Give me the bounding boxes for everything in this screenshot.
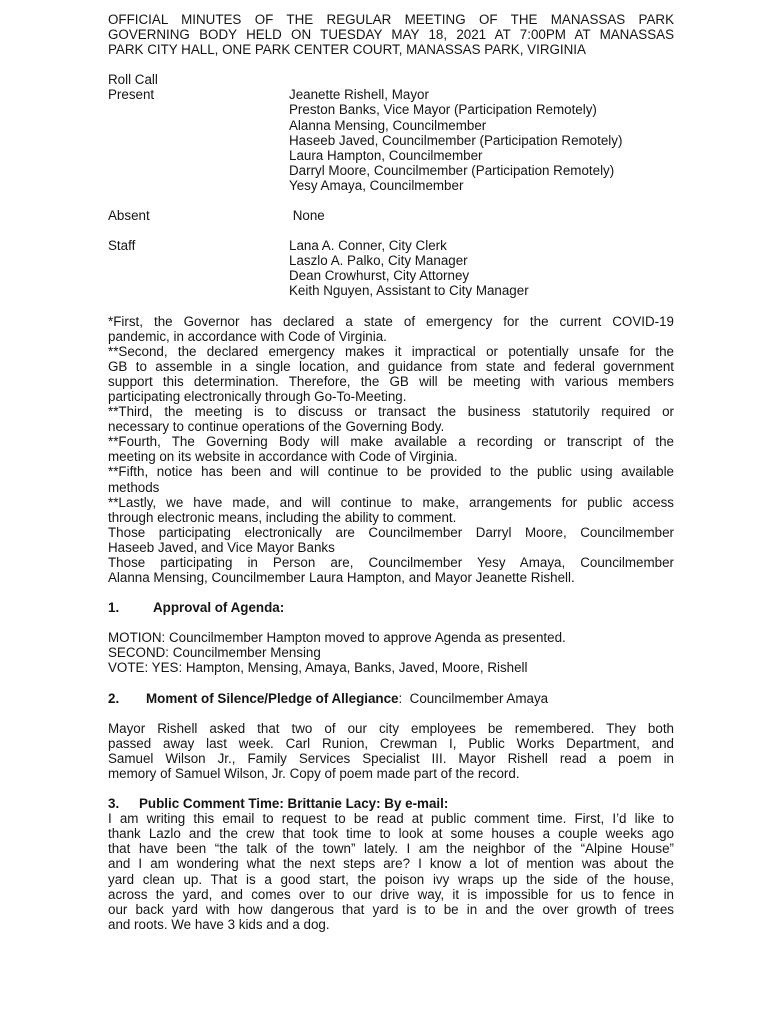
statement-line: meeting on its website in accordance with Code of Virginia. <box>108 449 458 465</box>
minutes-document <box>108 12 674 932</box>
body-line: I am writing this email to request to be read at public comment time. First, I’d like to <box>108 811 674 827</box>
statement-line: pandemic, in accordance with Code of Virginia. <box>108 328 387 344</box>
absent-label: Absent <box>108 208 150 224</box>
present-label: Present <box>108 87 155 103</box>
staff-row <box>108 238 674 298</box>
second-line: SECOND: Councilmember Mensing <box>108 645 321 661</box>
staff-member: Laszlo A. Palko, City Manager <box>289 253 468 269</box>
section-title: Moment of Silence/Pledge of Allegiance <box>146 690 399 706</box>
section-number: 1. <box>108 600 120 616</box>
statement-line: **Second, the declared emergency makes it impractical or potentially unsafe for the <box>108 343 674 359</box>
statement-line: participating electronically through Go-To-Meeting. <box>108 388 407 404</box>
title-line: PARK CITY HALL, ONE PARK CENTER COURT, MANASSAS PARK, VIRGINIA <box>108 42 586 58</box>
remote-meeting-statement <box>108 314 674 586</box>
staff-member: Dean Crowhurst, City Attorney <box>289 268 470 284</box>
title-line: OFFICIAL MINUTES OF THE REGULAR MEETING OF THE MANASSAS PARK <box>108 12 674 27</box>
present-member: Alanna Mensing, Councilmember <box>289 117 487 133</box>
section-suffix: : Councilmember Amaya <box>398 690 549 706</box>
present-member: Yesy Amaya, Councilmember <box>289 177 464 193</box>
body-line: our back yard with how dangerous that yard is to be in and the over growth of trees <box>108 901 674 917</box>
statement-line: methods <box>108 479 160 495</box>
staff-list <box>289 238 674 298</box>
body-line: yard clean up. That is a good start, the poison ivy wraps up the side of the house, <box>108 871 674 887</box>
statement-line: GB to assemble in a single location, and guidance from state and federal government <box>108 358 674 374</box>
body-line: Samuel Wilson Jr., Family Services Specialist III. Mayor Rishell read a poem in <box>108 750 674 766</box>
statement-line: **Lastly, we have made, and will continue to make, arrangements for public access <box>108 494 674 510</box>
staff-member: Keith Nguyen, Assistant to City Manager <box>289 283 529 299</box>
absent-row <box>108 208 674 223</box>
roll-call-block <box>108 72 674 298</box>
section-3-body <box>108 811 674 932</box>
section-2 <box>108 691 674 781</box>
present-member: Laura Hampton, Councilmember <box>289 147 483 163</box>
staff-label: Staff <box>108 238 136 254</box>
body-line: and I am wondering what the next steps are? I know a lot of mention was about the <box>108 856 674 872</box>
statement-line: necessary to continue operations of the Governing Body. <box>108 419 445 435</box>
body-line: passed away last week. Carl Runion, Crewman I, Public Works Department, and <box>108 735 674 751</box>
statement-line: *First, the Governor has declared a state of emergency for the current COVID-19 <box>108 313 674 329</box>
body-line: across the yard, and comes over to our drive way, it is impossible for us to fence in <box>108 886 674 902</box>
section-number: 3. <box>108 796 120 812</box>
section-1 <box>108 600 674 675</box>
section-title: Approval of Agenda: <box>153 600 285 616</box>
staff-member: Lana A. Conner, City Clerk <box>289 238 447 254</box>
present-row <box>108 87 674 193</box>
present-member: Preston Banks, Vice Mayor (Participation Remotely) <box>289 102 597 118</box>
section-3-heading <box>108 796 674 811</box>
statement-line: Haseeb Javed, and Vice Mayor Banks <box>108 539 335 555</box>
present-member: Haseeb Javed, Councilmember (Participation Remotely) <box>289 132 623 148</box>
section-number: 2. <box>108 690 120 706</box>
body-line: memory of Samuel Wilson, Jr. Copy of poem made part of the record. <box>108 765 520 781</box>
section-2-heading <box>108 691 674 706</box>
statement-line: Those participating electronically are Councilmember Darryl Moore, Councilmember <box>108 524 674 540</box>
document-title <box>108 12 674 57</box>
statement-line: through electronic means, including the ability to comment. <box>108 509 457 525</box>
body-line: that have been “the talk of the town” lately. I am the neighbor of the “Alpine House” <box>108 841 674 857</box>
statement-line: **Fourth, The Governing Body will make available a recording or transcript of the <box>108 434 674 450</box>
statement-line: Alanna Mensing, Councilmember Laura Hampton, and Mayor Jeanette Rishell. <box>108 570 575 586</box>
section-title: Public Comment Time: Brittanie Lacy: By e-mail: <box>139 796 449 812</box>
present-list <box>289 87 674 193</box>
roll-call-heading: Roll Call <box>108 72 158 88</box>
present-member: Darryl Moore, Councilmember (Participation Remotely) <box>289 162 615 178</box>
motion-line: MOTION: Councilmember Hampton moved to approve Agenda as presented. <box>108 630 566 646</box>
title-line: GOVERNING BODY HELD ON TUESDAY MAY 18, 2021 AT 7:00PM AT MANASSAS <box>108 27 674 43</box>
present-member: Jeanette Rishell, Mayor <box>289 87 429 103</box>
absent-value: None <box>289 208 325 224</box>
statement-line: Those participating in Person are, Councilmember Yesy Amaya, Councilmember <box>108 555 674 570</box>
statement-line: support this determination. Therefore, the GB will be meeting with various members <box>108 373 674 389</box>
body-line: and roots. We have 3 kids and a dog. <box>108 916 330 932</box>
section-1-heading <box>108 600 674 615</box>
section-2-body <box>108 721 674 781</box>
statement-line: **Third, the meeting is to discuss or transact the business statutorily required or <box>108 404 674 420</box>
body-line: Mayor Rishell asked that two of our city employees be remembered. They both <box>108 720 674 736</box>
body-line: thank Lazlo and the crew that took time to look at some houses a couple weeks ago <box>108 826 674 842</box>
section-3 <box>108 796 674 932</box>
vote-line: VOTE: YES: Hampton, Mensing, Amaya, Banks, Javed, Moore, Rishell <box>108 660 528 676</box>
statement-line: **Fifth, notice has been and will continue to be provided to the public using available <box>108 464 674 480</box>
